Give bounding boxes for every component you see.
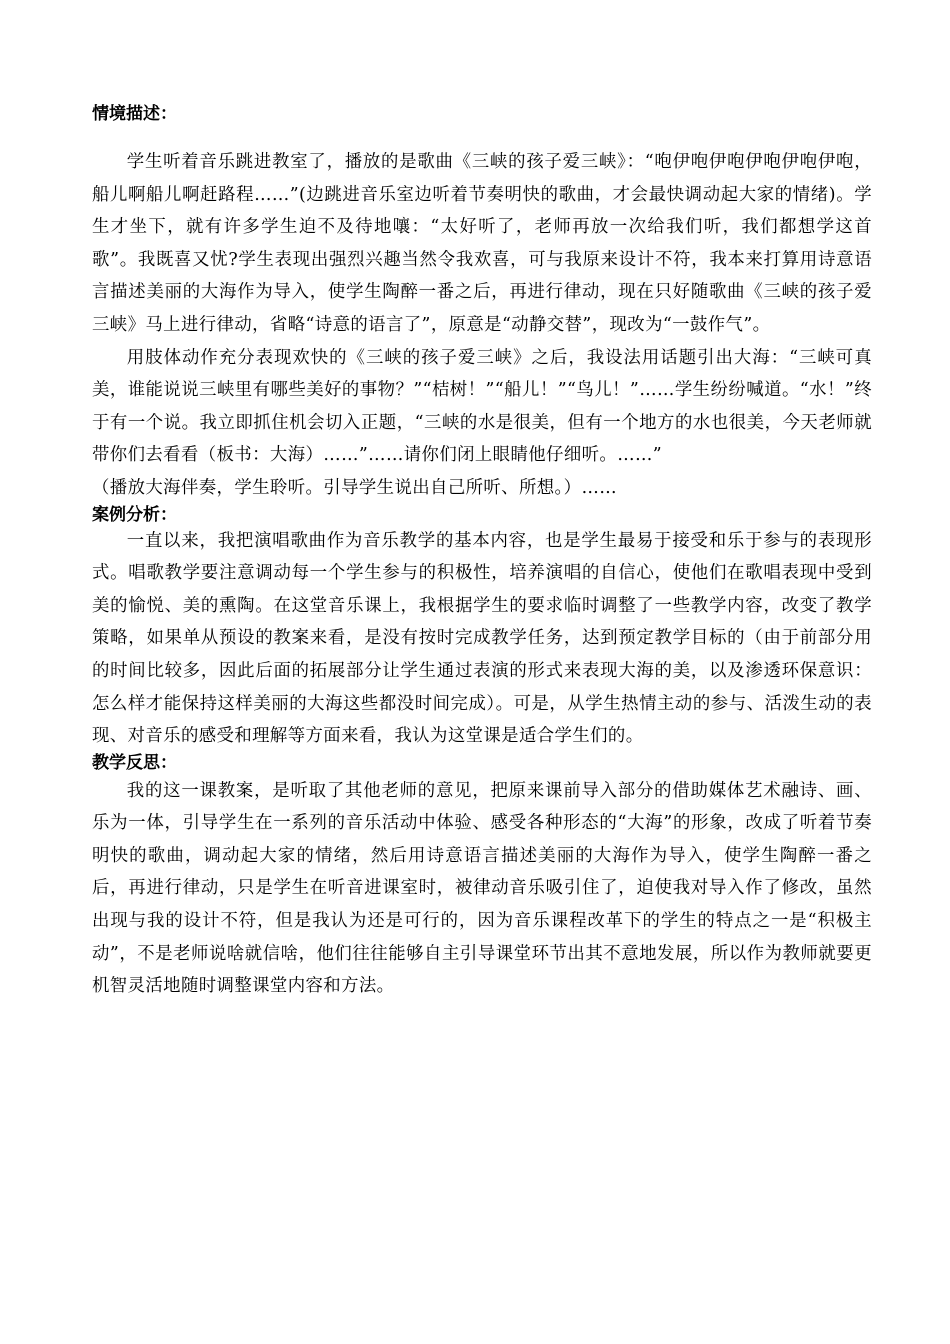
section-heading-situation: 情境描述： xyxy=(92,104,177,124)
situation-paragraph-1: 学生听着音乐跳进教室了，播放的是歌曲《三峡的孩子爱三峡》：“咆伊咆伊咆伊咆伊咆伊咆，船儿啊船儿啊赶路程……”(边跳进音乐室边听着节奏明快的歌曲，才会最快调动起大家的情绪)。学生才坐下，就有许多学生迫不及待地嚷：“太好听了，老师再放一次给我们听，我们都想学这首歌”。我既喜又忧?学生表现出强烈兴趣当然令我欢喜，可与我原来设计不符，我本来打算用诗意语言描述美丽的大海作为导入，使学生陶醉一番之后，再进行律动，现在只好随歌曲《三峡的孩子爱三峡》马上进行律动，省略“诗意的语言了”，原意是“动静交替”，现改为“一鼓作气”。 xyxy=(92,152,872,335)
section-heading-reflection: 教学反思： xyxy=(92,752,177,773)
document-page xyxy=(92,96,872,1003)
section-heading-analysis: 案例分析： xyxy=(92,504,177,525)
reflection-paragraph-1: 我的这一课教案，是听取了其他老师的意见，把原来课前导入部分的借助媒体艺术融诗、画、乐为一体，引导学生在一系列的音乐活动中体验、感受各种形态的“大海”的形象，改成了听着节奏明快的歌曲，调动起大家的情绪，然后用诗意语言描述美丽的大海作为导入，使学生陶醉一番之后，再进行律动，只是学生在听音进课室时，被律动音乐吸引住了，迫使我对导入作了修改，虽然出现与我的设计不符，但是我认为还是可行的，因为音乐课程改革下的学生的特点之一是“积极主动”，不是老师说啥就信啥，他们往往能够自主引导课堂环节出其不意地发展，所以作为教师就要更机智灵活地随时调整课堂内容和方法。 xyxy=(92,780,872,997)
analysis-paragraph-1: 一直以来，我把演唱歌曲作为音乐教学的基本内容，也是学生最易于接受和乐于参与的表现形式。唱歌教学要注意调动每一个学生参与的积极性，培养演唱的自信心，使他们在歌唱表现中受到美的愉悦、美的熏陶。在这堂音乐课上，我根据学生的要求临时调整了一些教学内容，改变了教学策略，如果单从预设的教案来看，是没有按时完成教学任务，达到预定教学目标的（由于前部分用的时间比较多，因此后面的拓展部分让学生通过表演的形式来表现大海的美，以及渗透环保意识：怎么样才能保持这样美丽的大海这些都没时间完成）。可是，从学生热情主动的参与、活泼生动的表现、对音乐的感受和理解等方面来看，我认为这堂课是适合学生们的。 xyxy=(92,530,872,747)
situation-note: （播放大海伴奏，学生聆听。引导学生说出自己所听、所想。）…… xyxy=(92,477,618,498)
situation-paragraph-2: 用肢体动作充分表现欢快的《三峡的孩子爱三峡》之后，我设法用话题引出大海：“三峡可真美，谁能说说三峡里有哪些美好的事物？”“桔树！”“船儿！”“鸟儿！”……学生纷纷喊道。“水！”终于有一个说。我立即抓住机会切入正题，“三峡的水是很美，但有一个地方的水也很美，今天老师就带你们去看看（板书：大海）……”……请你们闭上眼睛他仔细听。……” xyxy=(92,347,872,466)
